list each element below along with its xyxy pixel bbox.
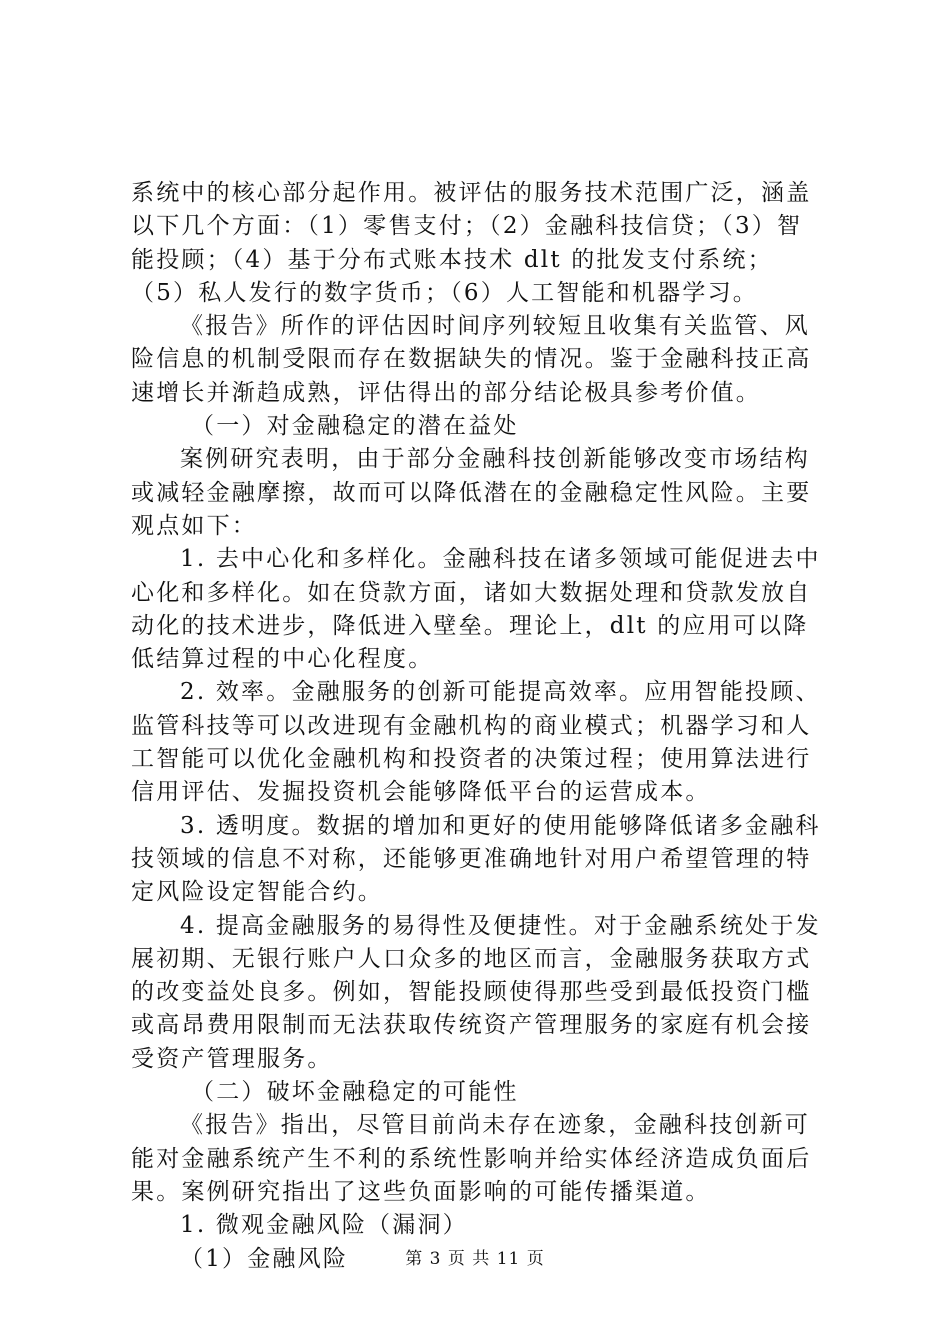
paragraph-start-line: 2. 效率。金融服务的创新可能提高效率。应用智能投顾、 <box>180 679 821 706</box>
text-line: 工智能可以优化金融机构和投资者的决策过程；使用算法进行 <box>131 746 812 773</box>
text-line: 信用评估、发掘投资机会能够降低平台的运营成本。 <box>131 779 711 806</box>
text-line: 速增长并渐趋成熟，评估得出的部分结论极具参考价值。 <box>131 379 761 406</box>
text-line: 或高昂费用限制而无法获取传统资产管理服务的家庭有机会接 <box>131 1012 812 1039</box>
text-line: 能投顾；（4）基于分布式账本技术 dlt 的批发支付系统； <box>131 246 773 273</box>
text-line: 低结算过程的中心化程度。 <box>131 646 434 673</box>
section-heading: （一）对金融稳定的潜在益处 <box>191 413 519 440</box>
paragraph-start-line: 4. 提高金融服务的易得性及便捷性。对于金融系统处于发 <box>180 912 821 939</box>
section-heading: （二）破坏金融稳定的可能性 <box>191 1079 519 1106</box>
paragraph-start-line: 1. 去中心化和多样化。金融科技在诸多领域可能促进去中 <box>180 546 821 573</box>
text-line: （5）私人发行的数字货币；（6）人工智能和机器学习。 <box>131 279 758 306</box>
text-line: 的改变益处良多。例如，智能投顾使得那些受到最低投资门槛 <box>131 979 812 1006</box>
paragraph-start-line: 案例研究表明，由于部分金融科技创新能够改变市场结构 <box>180 446 810 473</box>
text-line: 险信息的机制受限而存在数据缺失的情况。鉴于金融科技正高 <box>131 346 812 373</box>
text-line: 以下几个方面：（1）零售支付；（2）金融科技信贷；（3）智 <box>131 213 803 240</box>
document-body <box>131 177 831 1276</box>
text-line: 果。案例研究指出了这些负面影响的可能传播渠道。 <box>131 1178 711 1205</box>
paragraph-start-line: 3. 透明度。数据的增加和更好的使用能够降低诸多金融科 <box>180 812 821 839</box>
text-line: 观点如下： <box>131 512 257 539</box>
paragraph-start-line: 《报告》指出，尽管目前尚未存在迹象，金融科技创新可 <box>180 1112 810 1139</box>
text-line: 受资产管理服务。 <box>131 1045 333 1072</box>
subsection-heading: 1. 微观金融风险（漏洞） <box>180 1212 468 1239</box>
text-line: 心化和多样化。如在贷款方面，诸如大数据处理和贷款发放自 <box>131 579 812 606</box>
text-line: 系统中的核心部分起作用。被评估的服务技术范围广泛，涵盖 <box>131 180 812 206</box>
subsection-heading: （1）金融风险 <box>180 1245 349 1272</box>
text-line: 监管科技等可以改进现有金融机构的商业模式；机器学习和人 <box>131 712 812 739</box>
text-line: 或减轻金融摩擦，故而可以降低潜在的金融稳定性风险。主要 <box>131 479 812 506</box>
text-line: 展初期、无银行账户人口众多的地区而言，金融服务获取方式 <box>131 945 812 972</box>
text-line: 动化的技术进步，降低进入壁垒。理论上，dlt 的应用可以降 <box>131 612 809 639</box>
page-number-footer: 第 3 页 共 11 页 <box>405 1249 545 1269</box>
paragraph-start-line: 《报告》所作的评估因时间序列较短且收集有关监管、风 <box>180 313 810 340</box>
text-line: 能对金融系统产生不利的系统性影响并给实体经济造成负面后 <box>131 1145 812 1172</box>
text-line: 定风险设定智能合约。 <box>131 879 383 906</box>
text-line: 技领域的信息不对称，还能够更准确地针对用户希望管理的特 <box>131 845 812 872</box>
